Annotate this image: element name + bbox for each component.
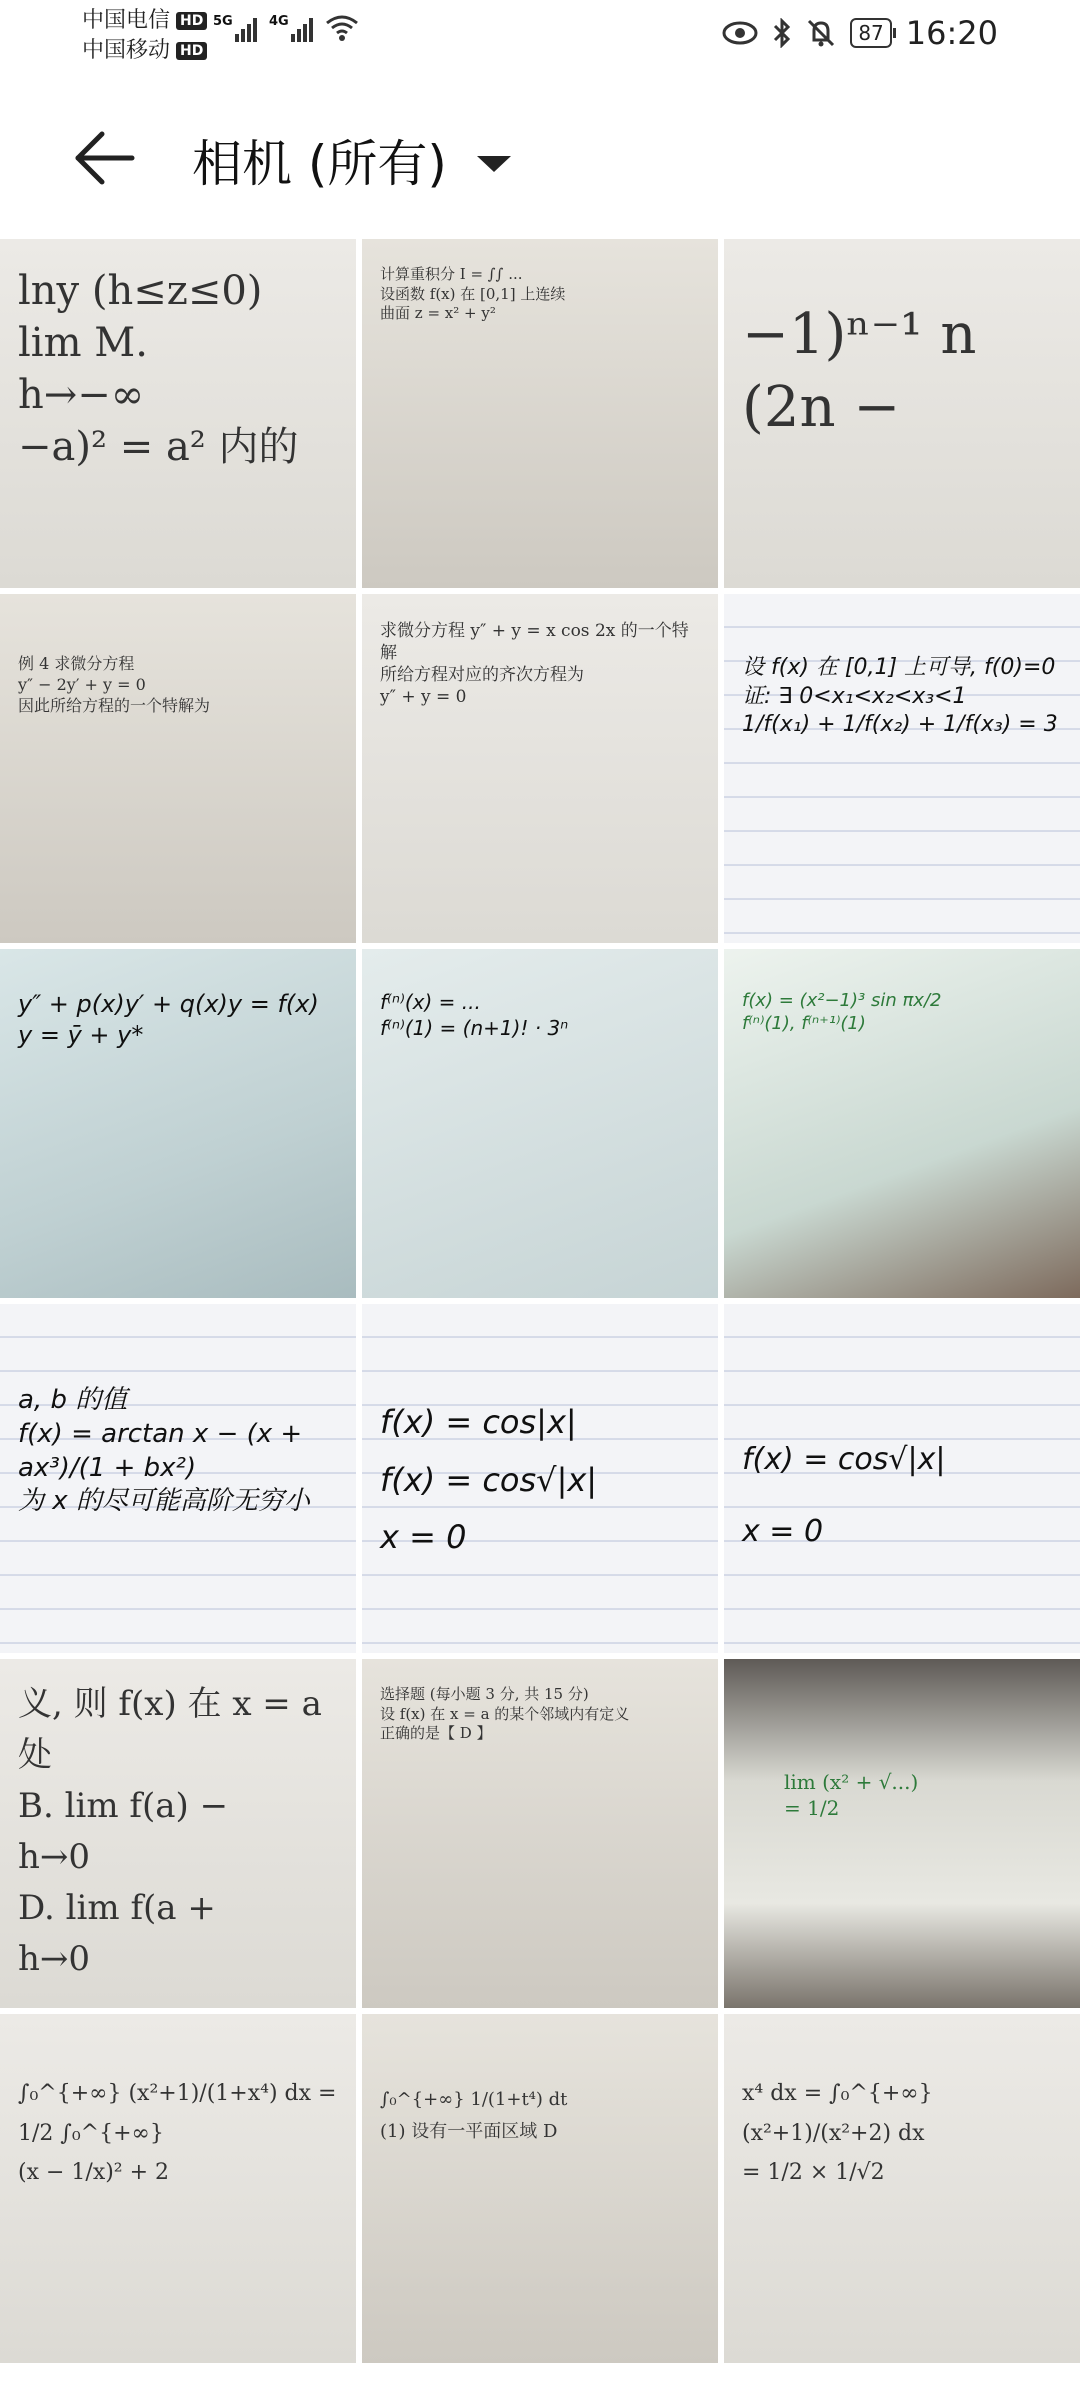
eye-icon xyxy=(722,20,758,46)
photo-content: 义, 则 f(x) 在 x = a 处 B. lim f(a) − h→0 D. lim f(a + h→0 xyxy=(18,1684,322,1979)
app-bar xyxy=(0,100,1080,220)
photo-content: x⁴ dx = ∫₀^{+∞} (x²+1)/(x²+2) dx = 1/2 × 1/√2 xyxy=(742,2081,933,2186)
photo-thumbnail[interactable] xyxy=(724,1304,1080,1653)
photo-thumbnail[interactable] xyxy=(724,594,1080,943)
status-bar xyxy=(0,0,1080,72)
bluetooth-icon xyxy=(772,18,792,48)
photo-thumbnail[interactable] xyxy=(0,949,356,1298)
photo-thumbnail[interactable] xyxy=(0,2014,356,2363)
signal-indicators xyxy=(213,14,359,42)
photo-thumbnail[interactable] xyxy=(0,239,356,588)
clock: 16:20 xyxy=(905,14,998,52)
photo-thumbnail[interactable] xyxy=(0,594,356,943)
photo-content: 选择题 (每小题 3 分, 共 15 分) 设 f(x) 在 x = a 的某个邻域内有定义 正确的是【 D 】 xyxy=(380,1685,630,1742)
signal-4g-icon: 4G xyxy=(269,18,313,42)
photo-content: 求微分方程 y″ + y = x cos 2x 的一个特解 所给方程对应的齐次方程为 y″ + y = 0 xyxy=(380,621,689,708)
photo-content: lim (x² + √...) = 1/2 xyxy=(784,1770,919,1820)
photo-content: ∫₀^{+∞} 1/(1+t⁴) dt (1) 设有一平面区域 D xyxy=(380,2089,568,2143)
photo-thumbnail[interactable] xyxy=(362,1659,718,2008)
photo-content: f(x) = cos|x| f(x) = cos√|x| x = 0 xyxy=(380,1403,598,1557)
photo-thumbnail[interactable] xyxy=(0,1659,356,2008)
caret-down-icon xyxy=(477,156,511,172)
photo-thumbnail[interactable] xyxy=(362,239,718,588)
photo-content: 例 4 求微分方程 y″ − 2y′ + y = 0 因此所给方程的一个特解为 xyxy=(18,654,211,715)
photo-content: y″ + p(x)y′ + q(x)y = f(x) y = ȳ + y* xyxy=(18,990,319,1050)
photo-content: 计算重积分 I = ∫∫ ... 设函数 f(x) 在 [0,1] 上连续 曲面 z = x² + y² xyxy=(380,265,566,322)
battery-icon: 87 xyxy=(850,18,891,48)
carrier-info xyxy=(82,6,207,66)
photo-thumbnail[interactable] xyxy=(362,2014,718,2363)
status-right xyxy=(722,14,998,52)
album-selector[interactable] xyxy=(192,124,511,196)
photo-content: −1)ⁿ⁻¹ n (2n − xyxy=(742,302,977,440)
photo-content: f(x) = (x²−1)³ sin πx/2 f⁽ⁿ⁾(1), f⁽ⁿ⁺¹⁾(1) xyxy=(742,990,942,1035)
photo-thumbnail[interactable] xyxy=(724,1659,1080,2008)
photo-thumbnail[interactable] xyxy=(362,1304,718,1653)
carrier-1: 中国电信 xyxy=(82,8,171,33)
photo-thumbnail[interactable] xyxy=(724,239,1080,588)
photo-content: f⁽ⁿ⁾(x) = ... f⁽ⁿ⁾(1) = (n+1)! · 3ⁿ xyxy=(380,990,569,1040)
photo-content: ∫₀^{+∞} (x²+1)/(1+x⁴) dx = 1/2 ∫₀^{+∞} (x − 1/x)² + 2 xyxy=(18,2081,337,2186)
photo-content: lny (h≤z≤0) lim M. h→−∞ −a)² = a² 内的 xyxy=(18,268,299,470)
photo-content: f(x) = cos√|x| x = 0 xyxy=(742,1442,946,1549)
photo-thumbnail[interactable] xyxy=(362,949,718,1298)
page-title: 相机 (所有) xyxy=(192,135,447,193)
photo-grid xyxy=(0,239,1080,2363)
carrier-2: 中国移动 xyxy=(82,38,171,63)
photo-content: a, b 的值 f(x) = arctan x − (x + ax³)/(1 + bx²) 为 x 的尽可能高阶无穷小 xyxy=(18,1385,310,1517)
wifi-icon xyxy=(325,14,359,42)
photo-thumbnail[interactable] xyxy=(0,1304,356,1653)
photo-thumbnail[interactable] xyxy=(362,594,718,943)
photo-content: 设 f(x) 在 [0,1] 上可导, f(0)=0 证: ∃ 0<x₁<x₂<x₃<1 1/f(x₁) + 1/f(x₂) + 1/f(x₃) = 3 xyxy=(742,655,1058,738)
photo-thumbnail[interactable] xyxy=(724,949,1080,1298)
hd-badge: HD xyxy=(176,42,207,60)
hd-badge: HD xyxy=(176,12,207,30)
signal-5g-icon: 5G xyxy=(213,18,257,42)
arrow-left-icon[interactable] xyxy=(70,128,140,188)
mute-icon xyxy=(806,18,836,48)
photo-thumbnail[interactable] xyxy=(724,2014,1080,2363)
